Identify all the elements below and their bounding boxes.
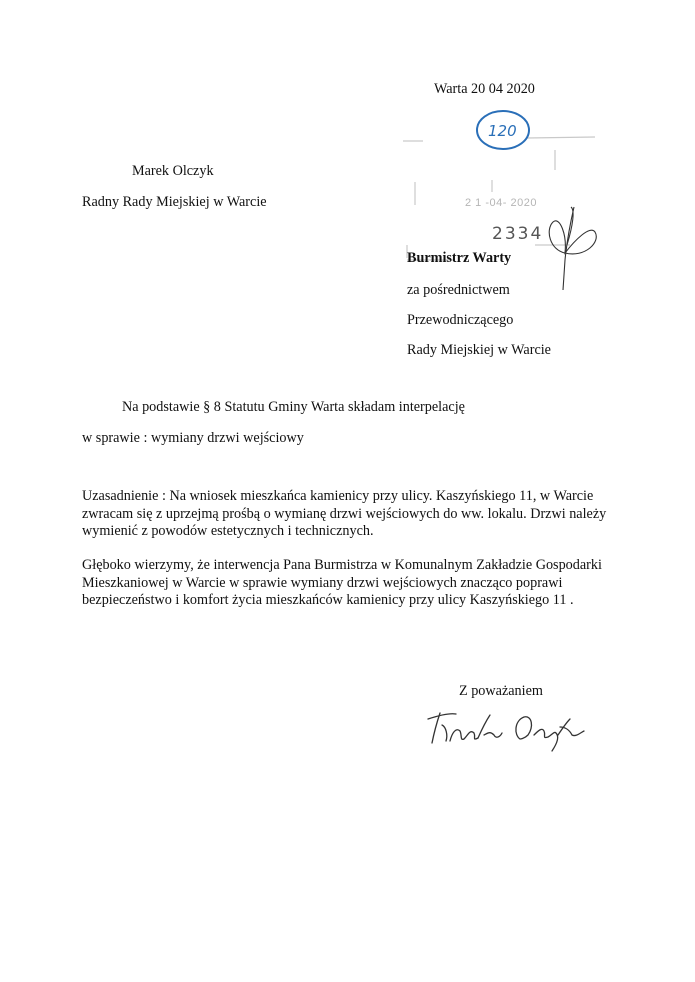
subject-line: w sprawie : wymiany drzwi wejściowy [82,430,304,446]
recipient-line-4: Rady Miejskiej w Warcie [407,342,551,358]
justification-paragraph [82,488,606,541]
intro-line-1: Na podstawie § 8 Statutu Gminy Warta składam interpelację [122,399,465,415]
justification-line: wymienić z powodów estetycznych i technicznych. [82,523,374,539]
stamp-circled-number: 120 [488,122,517,140]
sender-name: Marek Olczyk [132,163,214,179]
place-date: Warta 20 04 2020 [434,81,535,97]
stamp-date: 2 1 -04- 2020 [465,197,537,209]
recipient-line-1: Burmistrz Warty [407,250,512,266]
recipient-line-2: za pośrednictwem [407,282,510,298]
belief-paragraph [82,557,602,610]
signature [420,705,600,755]
belief-line: bezpieczeństwo i komfort życia mieszkańców kamienicy przy ulicy Kaszyńskiego 11 . [82,592,574,608]
justification-line: Uzasadnienie : Na wniosek mieszkańca kamienicy przy ulicy. Kaszyńskiego 11, w Warcie [82,488,594,504]
justification-line: zwracam się z uprzejmą prośbą o wymianę drzwi wejściowych do ww. lokalu. Drzwi należy [82,505,607,522]
sender-title: Radny Rady Miejskiej w Warcie [82,194,267,210]
registration-stamp [395,110,625,300]
stamp-entry-number: 2334 [492,224,544,244]
belief-line: Mieszkaniowej w Warcie w sprawie wymiany drzwi wejściowych znacząco poprawi [82,574,563,591]
paraph-icon [549,207,596,290]
closing-text: Z poważaniem [459,683,543,699]
recipient-line-3: Przewodniczącego [407,312,514,328]
belief-line: Głęboko wierzymy, że interwencja Pana Burmistrza w Komunalnym Zakładzie Gospodarki [82,557,602,573]
